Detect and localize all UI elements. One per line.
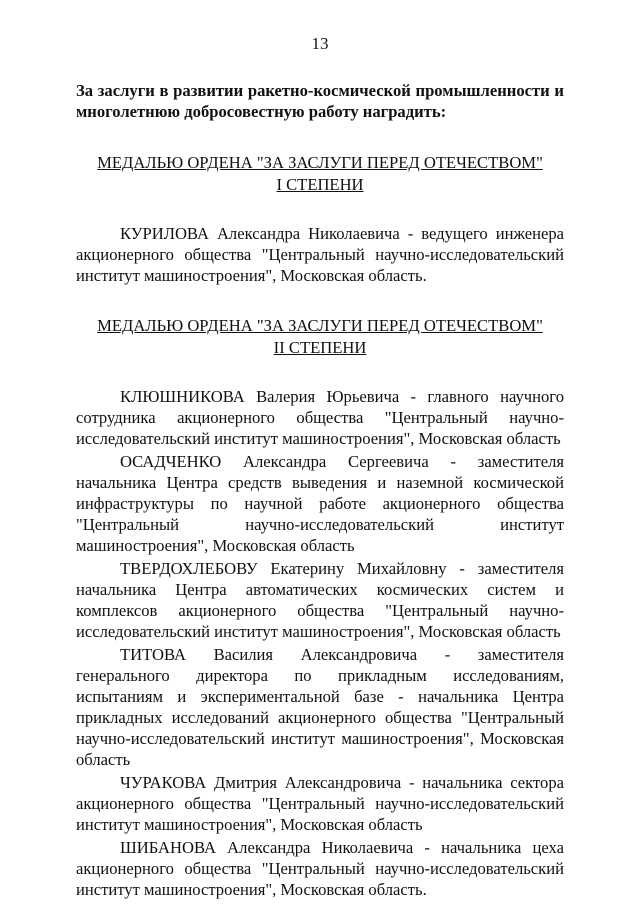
award-entry: ОСАДЧЕНКО Александра Сергеевича - заместителя начальника Центра средств выведения и наземной космической инфраструктуры по научной работе акционерного общества "Центральный научно-исследовательский институт машиностроения", Московская область [76,452,564,555]
heading-line-1: МЕДАЛЬЮ ОРДЕНА "ЗА ЗАСЛУГИ ПЕРЕД ОТЕЧЕСТВОМ" [97,153,543,172]
heading-line-2: II СТЕПЕНИ [273,338,367,357]
section-heading-1st-degree [76,152,564,196]
award-entry: КЛЮШНИКОВА Валерия Юрьевича - главного научного сотрудника акционерного общества "Центральный научно-исследовательский институт машиностроения", Московская область [76,387,564,448]
heading-line-2: I СТЕПЕНИ [276,175,364,194]
award-entry: ШИБАНОВА Александра Николаевича - начальника цеха акционерного общества "Центральный научно-исследовательский институт машиностроения", Московская область. [76,838,564,899]
award-entry: ТИТОВА Василия Александровича - заместителя генерального директора по прикладным исследованиям, испытаниям и экспериментальной базе - начальника Центра прикладных исследований акционерного общества "Центральный научно-исследовательский институт машиностроения", Московская область [76,645,564,769]
page-number: 13 [311,34,329,53]
award-intro-paragraph: За заслуги в развитии ракетно-космической промышленности и многолетнюю добросовестную работу наградить: [76,81,564,121]
heading-line-1: МЕДАЛЬЮ ОРДЕНА "ЗА ЗАСЛУГИ ПЕРЕД ОТЕЧЕСТВОМ" [97,316,543,335]
award-entry: ТВЕРДОХЛЕБОВУ Екатерину Михайловну - заместителя начальника Центра автоматических космических систем и комплексов акционерного общества "Центральный научно-исследовательский институт машиностроения", Московская область [76,559,564,641]
section-heading-2nd-degree [76,315,564,359]
document-body [76,80,564,900]
award-entry: ЧУРАКОВА Дмитрия Александровича - начальника сектора акционерного общества "Центральный научно-исследовательский институт машиностроения", Московская область [76,773,564,834]
award-entry: КУРИЛОВА Александра Николаевича - ведущего инженера акционерного общества "Центральный научно-исследовательский институт машиностроения", Московская область. [76,224,564,285]
